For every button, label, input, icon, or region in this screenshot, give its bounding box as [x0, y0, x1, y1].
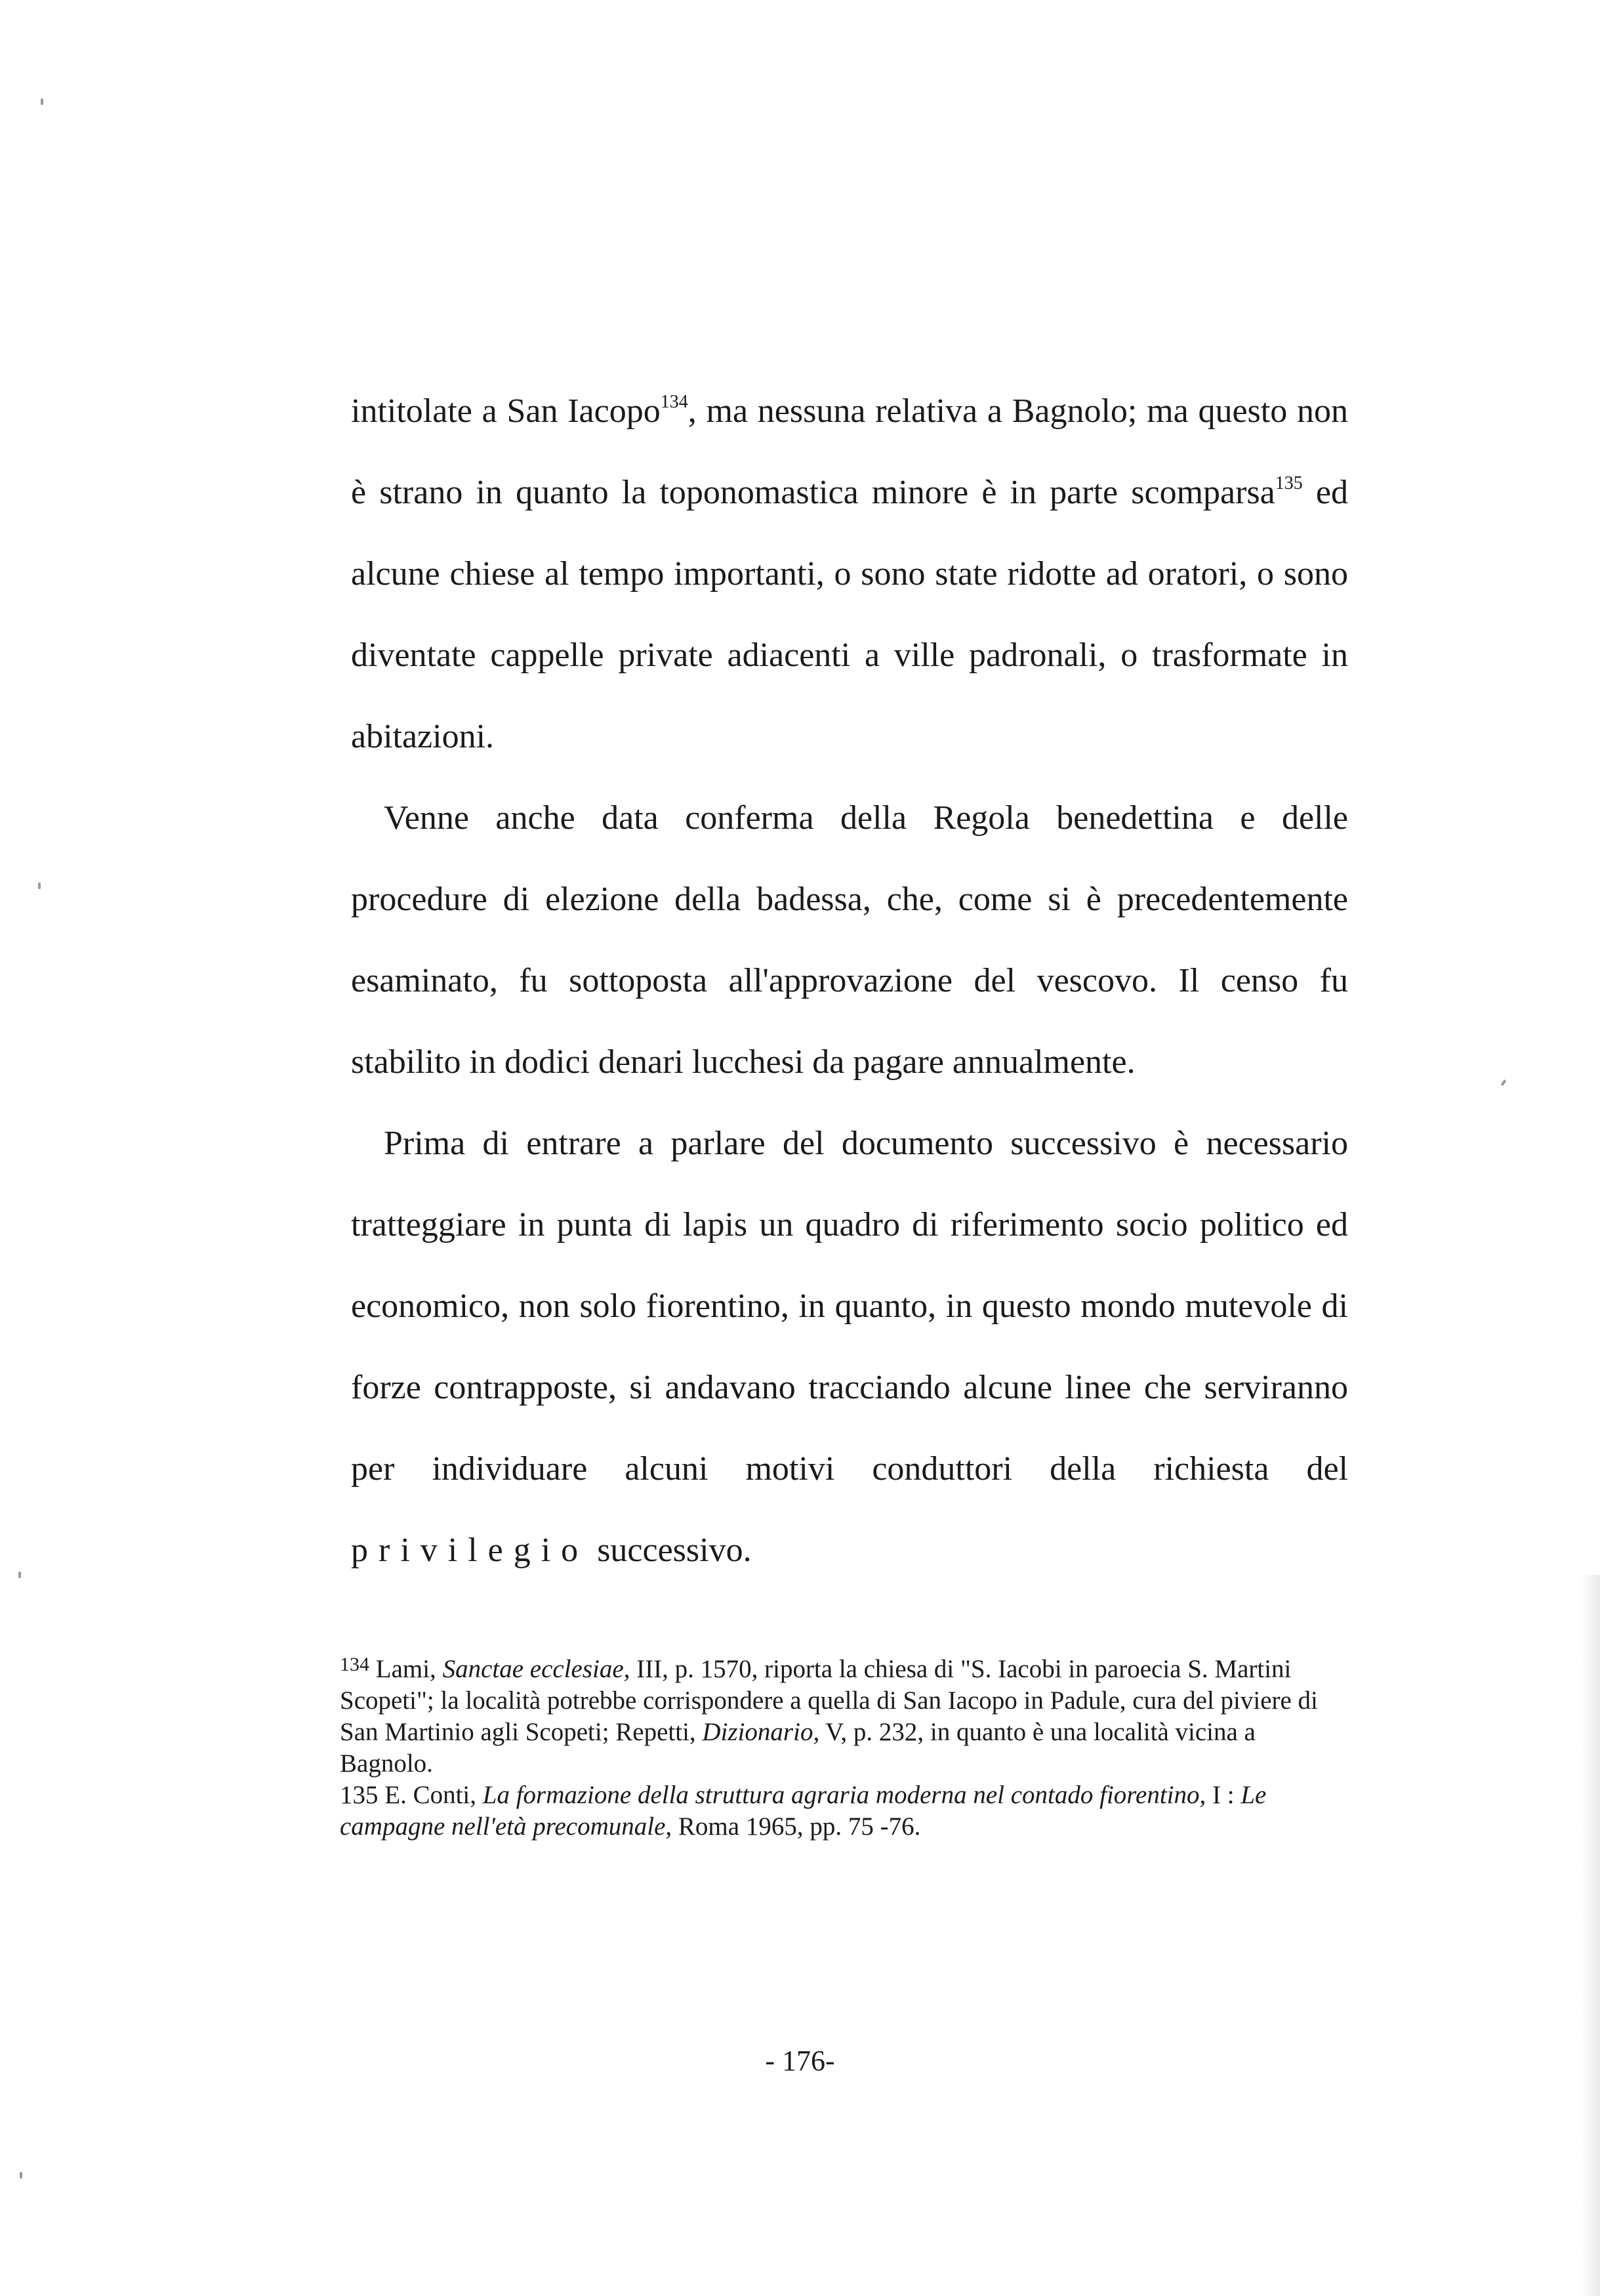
page-number: - 176-	[765, 2045, 835, 2077]
paragraph-2: Venne anche data conferma della Regola benedettina e delle procedure di elezione della badessa, che, come si è precedentemente esaminato, fu sottoposta all'approvazione del vescovo. Il censo fu stabilito in dodici denari lucchesi da pagare annualmente.	[351, 799, 1348, 1081]
spaced-word: privilegio	[351, 1532, 589, 1569]
footnote-134-text-a: III, p. 1570, riporta la chiesa di "S. Iacobi in paroecia S. Martini Scopeti"; la località potrebbe corrispondere a quella di San Iacopo in Padule, cura del piviere di San Martinio agli Scopeti; Repetti,	[340, 1655, 1318, 1746]
footnote-ref-135[interactable]: 135	[1275, 473, 1303, 493]
footnote-135-number: 135	[340, 1781, 379, 1809]
footnote-134-title: Sanctae ecclesiae,	[442, 1655, 630, 1683]
scan-speck	[20, 2172, 22, 2179]
body-text	[351, 371, 1348, 1591]
footnote-134-text-b: V, p. 232, in quanto è una località vicina a Bagnolo.	[340, 1718, 1256, 1778]
footnote-ref-134[interactable]: 134	[660, 392, 688, 412]
paragraph-1-text-a: intitolate a San Iacopo	[351, 392, 661, 430]
footnotes	[340, 1654, 1337, 1843]
footnote-135-text-b: Roma 1965, pp. 75 -76.	[672, 1812, 921, 1841]
scan-edge-shadow	[1580, 1575, 1600, 2296]
scan-speck	[41, 98, 43, 105]
footnote-134-author: Lami,	[369, 1655, 443, 1683]
footnote-134-number: 134	[340, 1654, 369, 1675]
footnote-134	[340, 1654, 1337, 1780]
footnote-135-text-a: I :	[1206, 1781, 1241, 1809]
paragraph-1-text-c: ed alcune chiese al tempo importanti, o sono state ridotte ad oratori, o sono diventate cappelle private adiacenti a ville padronali, o trasformate in abitazioni.	[351, 474, 1348, 755]
scan-speck	[1500, 1079, 1506, 1086]
footnote-134-title-2: Dizionario,	[702, 1718, 820, 1746]
scan-speck	[38, 883, 41, 889]
footnote-135-title-2: Le campagne nell'età precomunale,	[340, 1781, 1267, 1841]
footnote-135	[340, 1780, 1337, 1843]
paragraph-3	[351, 1103, 1348, 1591]
footnote-135-title: La formazione della struttura agraria moderna nel contado fiorentino,	[482, 1781, 1206, 1809]
paragraph-1-text-b: , ma nessuna relativa a Bagnolo; ma questo non è strano in quanto la toponomastica minore è in parte scomparsa	[351, 392, 1348, 511]
scan-speck	[18, 1572, 21, 1578]
paragraph-3-text-b: successivo.	[588, 1532, 752, 1569]
paragraph-1	[351, 371, 1348, 778]
paragraph-3-text-a: Prima di entrare a parlare del documento successivo è necessario tratteggiare in punta di lapis un quadro di riferimento socio politico ed economico, non solo fiorentino, in quanto, in questo mondo mutevole di forze contrapposte, si andavano tracciando alcune linee che serviranno per individuare alcuni motivi conduttori della richiesta del	[351, 1125, 1348, 1488]
footnote-135-author: E. Conti,	[378, 1781, 483, 1809]
